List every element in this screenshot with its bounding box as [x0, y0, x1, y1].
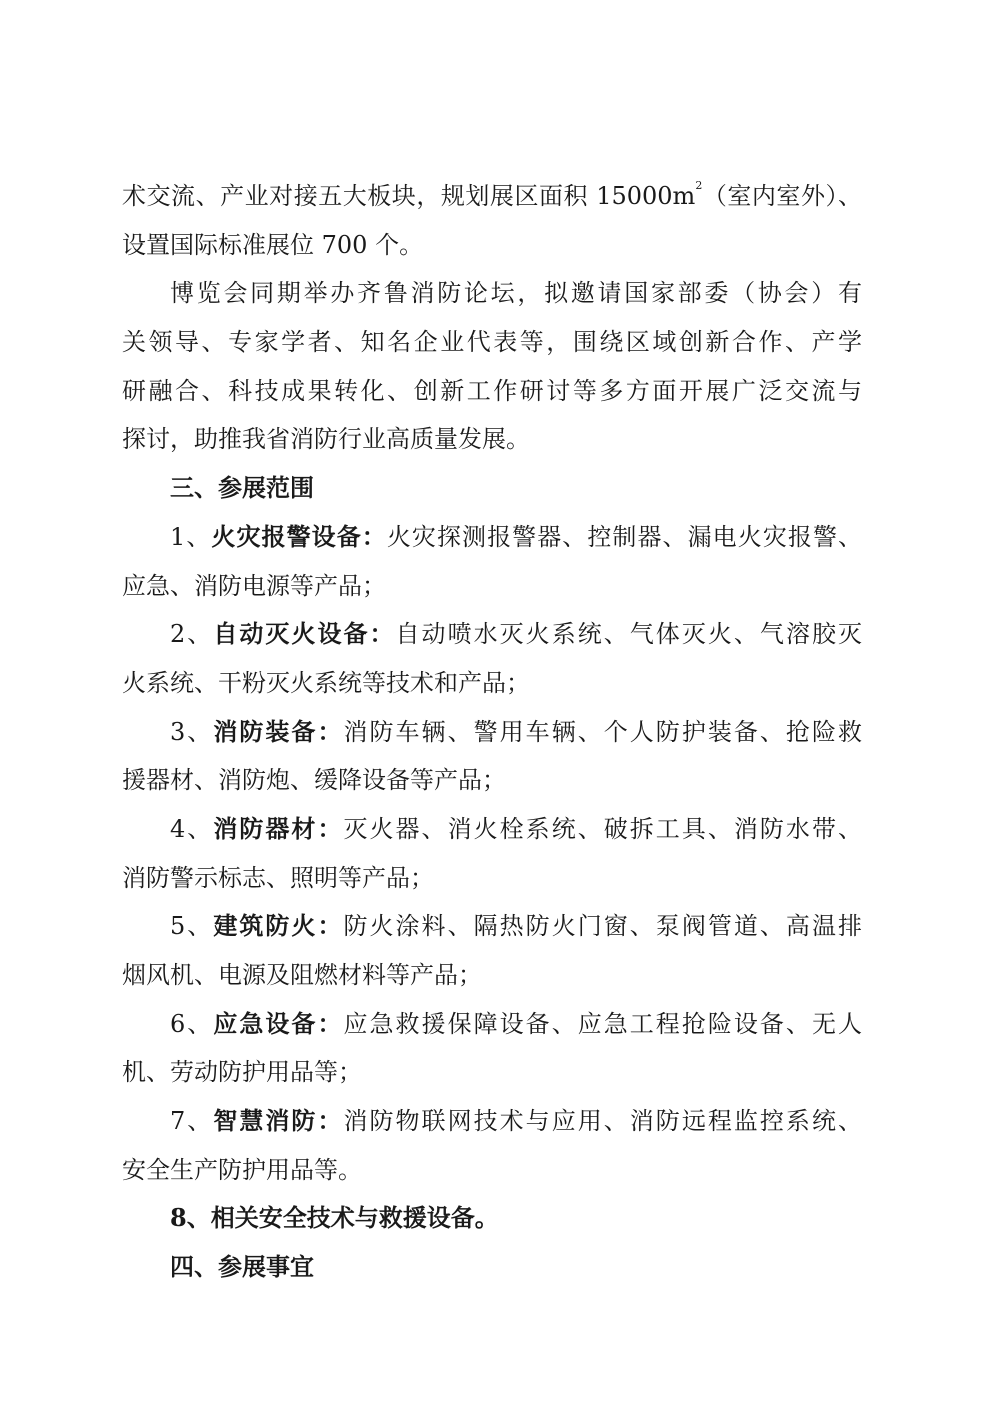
section-heading-scope — [122, 464, 862, 513]
text-line — [122, 1097, 862, 1146]
item-number: 2、 — [170, 620, 214, 649]
scope-item — [122, 902, 862, 999]
item-title: 应急设备： — [213, 1008, 344, 1038]
heading-text: 三、参展范围 — [170, 473, 314, 503]
text-line: 消防警示标志、照明等产品； — [122, 863, 434, 892]
paragraph-forum — [122, 269, 862, 464]
text-line: 研融合、科技成果转化、创新工作研讨等多方面开展广泛交流与 — [122, 376, 862, 405]
item-text: 8、相关安全技术与救援设备。 — [170, 1203, 499, 1233]
item-number: 3、 — [170, 717, 214, 746]
text-line — [122, 805, 862, 854]
item-title: 自动灭火设备： — [213, 619, 396, 649]
text-line: 应急、消防电源等产品； — [122, 571, 386, 600]
heading-text: 四、参展事宜 — [170, 1252, 314, 1282]
item-title: 建筑防火： — [213, 911, 344, 941]
item-text: 应急救援保障设备、应急工程抢险设备、无人 — [343, 1009, 862, 1038]
scope-item-8 — [122, 1194, 862, 1243]
item-number: 7、 — [170, 1107, 214, 1136]
text-line — [122, 902, 862, 951]
scope-item — [122, 708, 862, 805]
item-text: 自动喷水灭火系统、气体灭火、气溶胶灭 — [395, 620, 862, 649]
item-text: 消防物联网技术与应用、消防远程监控系统、 — [343, 1107, 862, 1136]
text-line — [122, 172, 862, 221]
item-number: 6、 — [170, 1009, 214, 1038]
text-line — [122, 708, 862, 757]
superscript: 2 — [695, 179, 703, 192]
text: （室内室外）、 — [702, 182, 863, 210]
text-line: 关领导、专家学者、知名企业代表等，围绕区域创新合作、产学 — [122, 328, 862, 357]
text-line: 设置国际标准展位 700 个。 — [122, 230, 424, 259]
text-line: 博览会同期举办齐鲁消防论坛，拟邀请国家部委（协会）有 — [170, 279, 862, 308]
scope-item — [122, 805, 862, 902]
scope-item — [122, 1000, 862, 1097]
item-title: 消防装备： — [213, 716, 344, 746]
item-title: 智慧消防： — [213, 1106, 344, 1136]
section-heading-participation — [122, 1243, 862, 1292]
text-line: 探讨，助推我省消防行业高质量发展。 — [122, 425, 530, 454]
document-page — [122, 172, 862, 1292]
text-line: 安全生产防护用品等。 — [122, 1155, 362, 1184]
text-line: 援器材、消防炮、缓降设备等产品； — [122, 766, 506, 795]
text: 术交流、产业对接五大板块，规划展区面积 15000m — [122, 182, 696, 210]
item-text: 防火涂料、隔热防火门窗、泵阀管道、高温排 — [343, 912, 862, 941]
item-title: 火灾报警设备： — [211, 521, 387, 551]
text-line — [122, 1000, 862, 1049]
item-text: 灭火器、消火栓系统、破拆工具、消防水带、 — [343, 814, 862, 843]
item-number: 5、 — [170, 912, 214, 941]
text-line: 烟风机、电源及阻燃材料等产品； — [122, 961, 482, 989]
paragraph-exhibition-scale — [122, 172, 862, 269]
text-line: 机、劳动防护用品等； — [122, 1058, 362, 1087]
scope-item — [122, 513, 862, 610]
item-text: 火灾探测报警器、控制器、漏电火灾报警、 — [386, 522, 863, 551]
text-line: 火系统、干粉灭火系统等技术和产品； — [122, 668, 530, 697]
scope-item — [122, 1097, 862, 1194]
scope-item — [122, 610, 862, 707]
item-title: 消防器材： — [213, 813, 344, 843]
text-line — [122, 610, 862, 659]
text-line — [122, 513, 862, 562]
item-number: 1、 — [170, 522, 212, 551]
scope-list — [122, 513, 862, 1195]
item-number: 4、 — [170, 814, 214, 843]
item-text: 消防车辆、警用车辆、个人防护装备、抢险救 — [343, 717, 862, 746]
